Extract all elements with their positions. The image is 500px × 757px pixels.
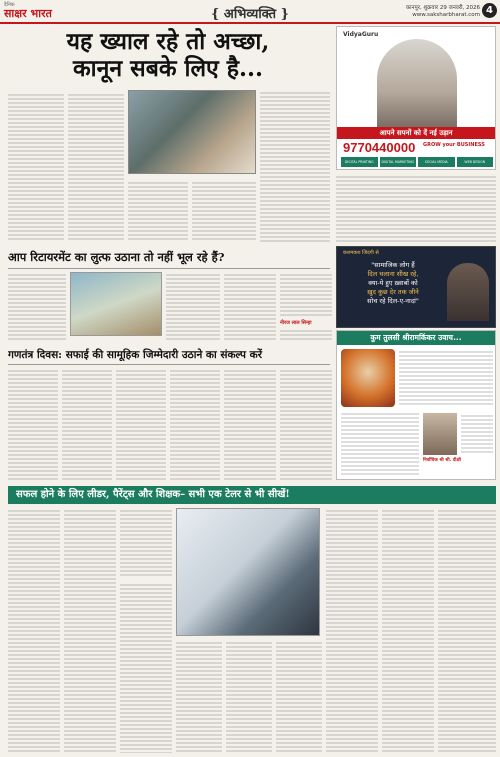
ad-box xyxy=(336,26,496,170)
story4-headline: सफल होने के लिए लीडर, पैरेंट्स और शिक्षक– सभी एक टेलर से भी सीखें! xyxy=(16,489,290,500)
story4-col8 xyxy=(326,508,378,753)
story4-col9 xyxy=(382,508,434,753)
ad-service: SOCIAL MEDIA xyxy=(418,157,455,167)
story2-rule xyxy=(8,268,330,269)
story4-col5 xyxy=(176,640,222,753)
dateline: कानपुर, शुक्रवार 29 जनवरी, 2026 xyxy=(405,5,480,11)
paper-tagline: दैनिक xyxy=(4,2,15,8)
story3-col4 xyxy=(170,368,220,480)
story2-byline: नीरज लाल सिन्हा xyxy=(280,320,312,326)
ad-service: DIGITAL MARKETING xyxy=(380,157,417,167)
quote-line: "सामाजिक लोग हैं xyxy=(371,261,415,269)
poet-photo xyxy=(341,349,395,407)
poet-text2 xyxy=(341,411,419,477)
quote-lines xyxy=(343,261,443,306)
lead-headline xyxy=(8,28,328,84)
lead-body-col1 xyxy=(8,92,64,242)
story2-col2 xyxy=(166,272,220,340)
poet-heading: कुम तुलसी श्रीरामकिंकर उवाच... xyxy=(337,331,495,345)
story4-col10 xyxy=(438,508,496,753)
story4-photo xyxy=(176,508,320,636)
lead-headline-line1: यह ख्याल रहे तो अच्छा, xyxy=(66,28,270,55)
quote-line: ख़ुद कुछ देर तक जीने xyxy=(367,288,419,296)
ad-service: DIGITAL PRINTING xyxy=(341,157,378,167)
lead-headline-line2: कानून सबके लिए है... xyxy=(72,55,264,82)
poet-box xyxy=(336,330,496,480)
ad-phone: 9770440000 xyxy=(343,140,416,155)
lead-photo xyxy=(128,90,256,174)
quote-author-photo xyxy=(447,263,489,321)
poet-text1 xyxy=(399,349,493,407)
page-number: 4 xyxy=(482,3,497,18)
ad-grow-label: GROW your BUSINESS xyxy=(423,142,485,148)
story4-col7 xyxy=(276,640,322,753)
story3-rule xyxy=(8,364,330,365)
section-title: { अभिव्यक्ति } xyxy=(211,7,289,22)
story4-col3 xyxy=(120,508,172,578)
website: www.saksharbharat.com xyxy=(412,12,480,18)
lead-body-col2 xyxy=(68,92,124,242)
ad-service: WEB DESIGN xyxy=(457,157,494,167)
story2-photo xyxy=(70,272,162,336)
story2-col4 xyxy=(280,272,332,318)
story3-col6 xyxy=(280,368,332,480)
lead-body-col4 xyxy=(192,180,256,242)
quote-line: क्या-ये हुए ख़्वाबों को xyxy=(368,279,418,287)
lead-body-col5 xyxy=(260,90,330,242)
ad-slogan: आपने सपनों को दें नई उड़ान xyxy=(337,127,495,139)
right-column-text xyxy=(336,174,496,242)
quote-label: कशमकश जिंदगी से xyxy=(343,250,379,256)
quote-box xyxy=(336,246,496,328)
story4-banner xyxy=(8,486,496,504)
story3-col2 xyxy=(62,368,112,480)
story2-col1 xyxy=(8,272,66,340)
story2-col5 xyxy=(280,328,332,340)
poet-text3 xyxy=(461,413,493,455)
ad-brand: VidyaGuru xyxy=(343,31,379,38)
story3-col1 xyxy=(8,368,58,480)
story3-headline: गणतंत्र दिवस: सफाई की सामूहिक जिम्मेदारी उठाने का संकल्प करें xyxy=(8,349,263,361)
paper-name: साक्षर भारत xyxy=(4,7,52,20)
story3-col3 xyxy=(116,368,166,480)
story4-col1 xyxy=(8,508,60,753)
ad-person-photo xyxy=(377,39,457,127)
story4-col6 xyxy=(226,640,272,753)
poet-portrait xyxy=(423,413,457,455)
poet-name: निर्वाचिक श्री श्री. दीक्षी xyxy=(423,458,461,463)
paper-logo xyxy=(4,2,64,21)
ad-services xyxy=(341,157,493,167)
story2-col3 xyxy=(224,272,276,340)
quote-line: दिल चलाना सीख रहे, xyxy=(367,270,419,278)
lead-body-col3 xyxy=(128,180,188,242)
story2-headline: आप रिटायरमेंट का लुत्फ उठाना तो नहीं भूल रहे हैं? xyxy=(8,250,225,264)
story4-col2 xyxy=(64,508,116,753)
quote-line: सोच रहे दिल-ए-नादां" xyxy=(367,297,419,305)
story4-col4 xyxy=(120,582,172,753)
story3-col5 xyxy=(224,368,276,480)
masthead xyxy=(0,0,500,24)
